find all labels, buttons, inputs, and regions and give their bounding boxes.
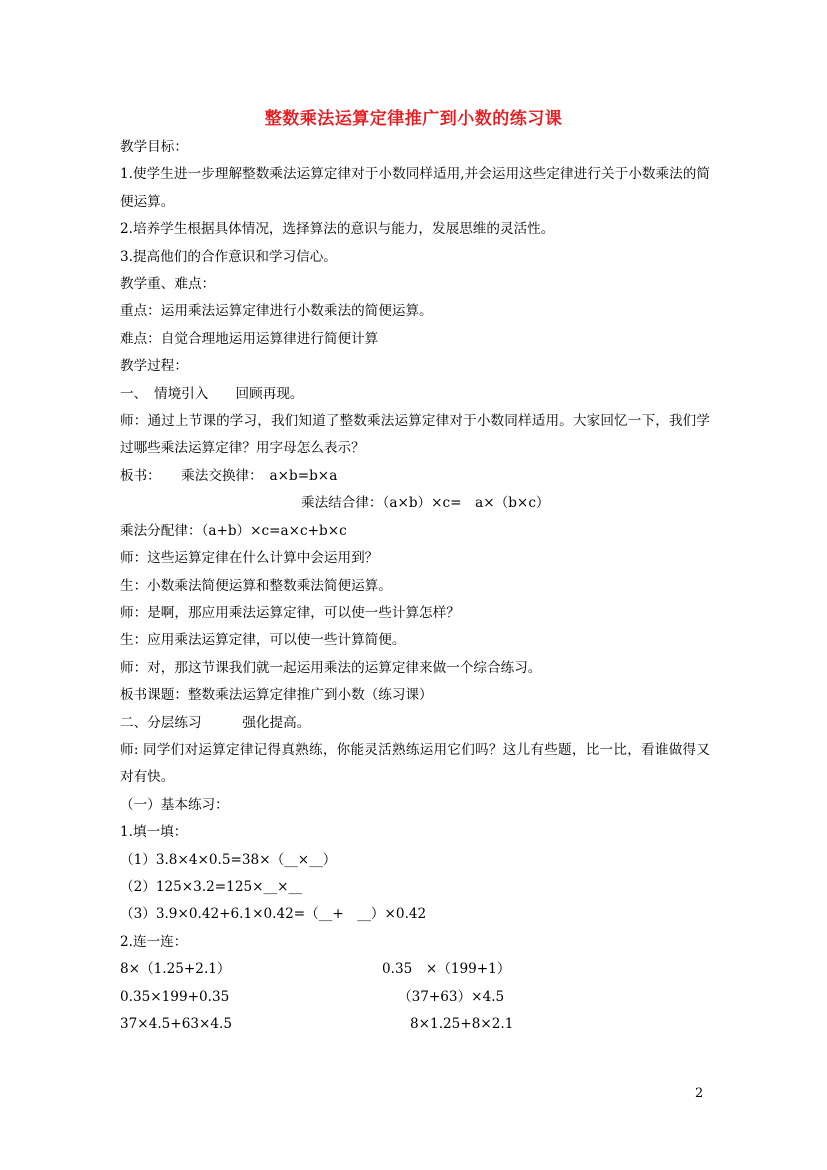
- text-line: 教学目标：: [120, 139, 188, 155]
- page-number: 2: [695, 1086, 704, 1101]
- text-line: 师：对，那这节课我们就一起运用乘法的运算定律来做一个综合练习。: [120, 659, 542, 676]
- text-line: 教学过程：: [120, 358, 188, 375]
- text-line: 师：这些运算定律在什么计算中会运用到？: [120, 550, 379, 567]
- match-row: [120, 1011, 710, 1038]
- document-title: 整数乘法运算定律推广到小数的练习课: [264, 109, 563, 129]
- match-left: 37×4.5+63×4.5: [120, 1016, 233, 1032]
- match-right: 8×1.25+8×2.1: [410, 1016, 514, 1032]
- match-row: [120, 984, 710, 1011]
- match-right: 0.35 ×（199+1）: [382, 961, 511, 978]
- text-line: 教学重、难点：: [120, 276, 216, 293]
- match-left: 0.35×199+0.35: [120, 988, 230, 1005]
- text-line: （1）3.8×4×0.5=38×（__×__）: [120, 851, 337, 868]
- text-line: 二、分层练习 强化提高。: [120, 714, 311, 731]
- text-line: 师：通过上节课的学习，我们知道了整数乘法运算定律对于小数同样适用。大家回忆一下，我们学过哪些乘法运算定律？用字母怎么表示？: [120, 413, 710, 457]
- board-associative: 乘法结合律：（a×b）×c= a×（b×c）: [301, 495, 550, 512]
- text-line: 一、 情境引入 回顾再现。: [120, 385, 304, 402]
- text-line: 生：小数乘法简便运算和整数乘法简便运算。: [120, 577, 392, 594]
- text-line: 难点：自觉合理地运用运算律进行简便计算: [120, 330, 379, 347]
- text-line: （2）125×3.2=125×__×__: [120, 878, 303, 895]
- board-distributive: 乘法分配律：（a+b）×c=a×c+b×c: [120, 522, 347, 539]
- text-line: （3）3.9×0.42+6.1×0.42=（__+ __）×0.42: [120, 906, 427, 923]
- board-commutative: 板书： 乘法交换律： a×b=b×a: [120, 467, 338, 484]
- text-line: 1.填一填：: [120, 824, 188, 841]
- text-line: 2.连一连：: [120, 933, 188, 950]
- text-line: 重点：运用乘法运算定律进行小数乘法的简便运算。: [120, 303, 433, 320]
- text-line: 师: 同学们对运算定律记得真熟练，你能灵活熟练运用它们吗？这儿有些题，比一比，看谁做得又对有快。: [120, 741, 710, 786]
- text-line: 1.使学生进一步理解整数乘法运算定律对于小数同样适用,并会运用这些定律进行关于小数乘法的简便运算。: [120, 166, 710, 210]
- text-line: 3.提高他们的合作意识和学习信心。: [120, 248, 337, 265]
- match-right: （37+63）×4.5: [398, 988, 505, 1005]
- match-left: 8×（1.25+2.1）: [120, 961, 231, 978]
- match-row: [120, 956, 710, 983]
- text-line: 师：是啊，那应用乘法运算定律，可以使一些计算怎样？: [120, 604, 460, 621]
- document-body: [120, 134, 710, 1038]
- text-line: 生：应用乘法运算定律，可以使一些计算简便。: [120, 632, 406, 649]
- text-line: 板书课题：整数乘法运算定律推广到小数（练习课）: [120, 687, 433, 704]
- text-line: 2.培养学生根据具体情况，选择算法的意识与能力，发展思维的灵活性。: [120, 221, 555, 238]
- text-line: （一）基本练习：: [120, 796, 229, 813]
